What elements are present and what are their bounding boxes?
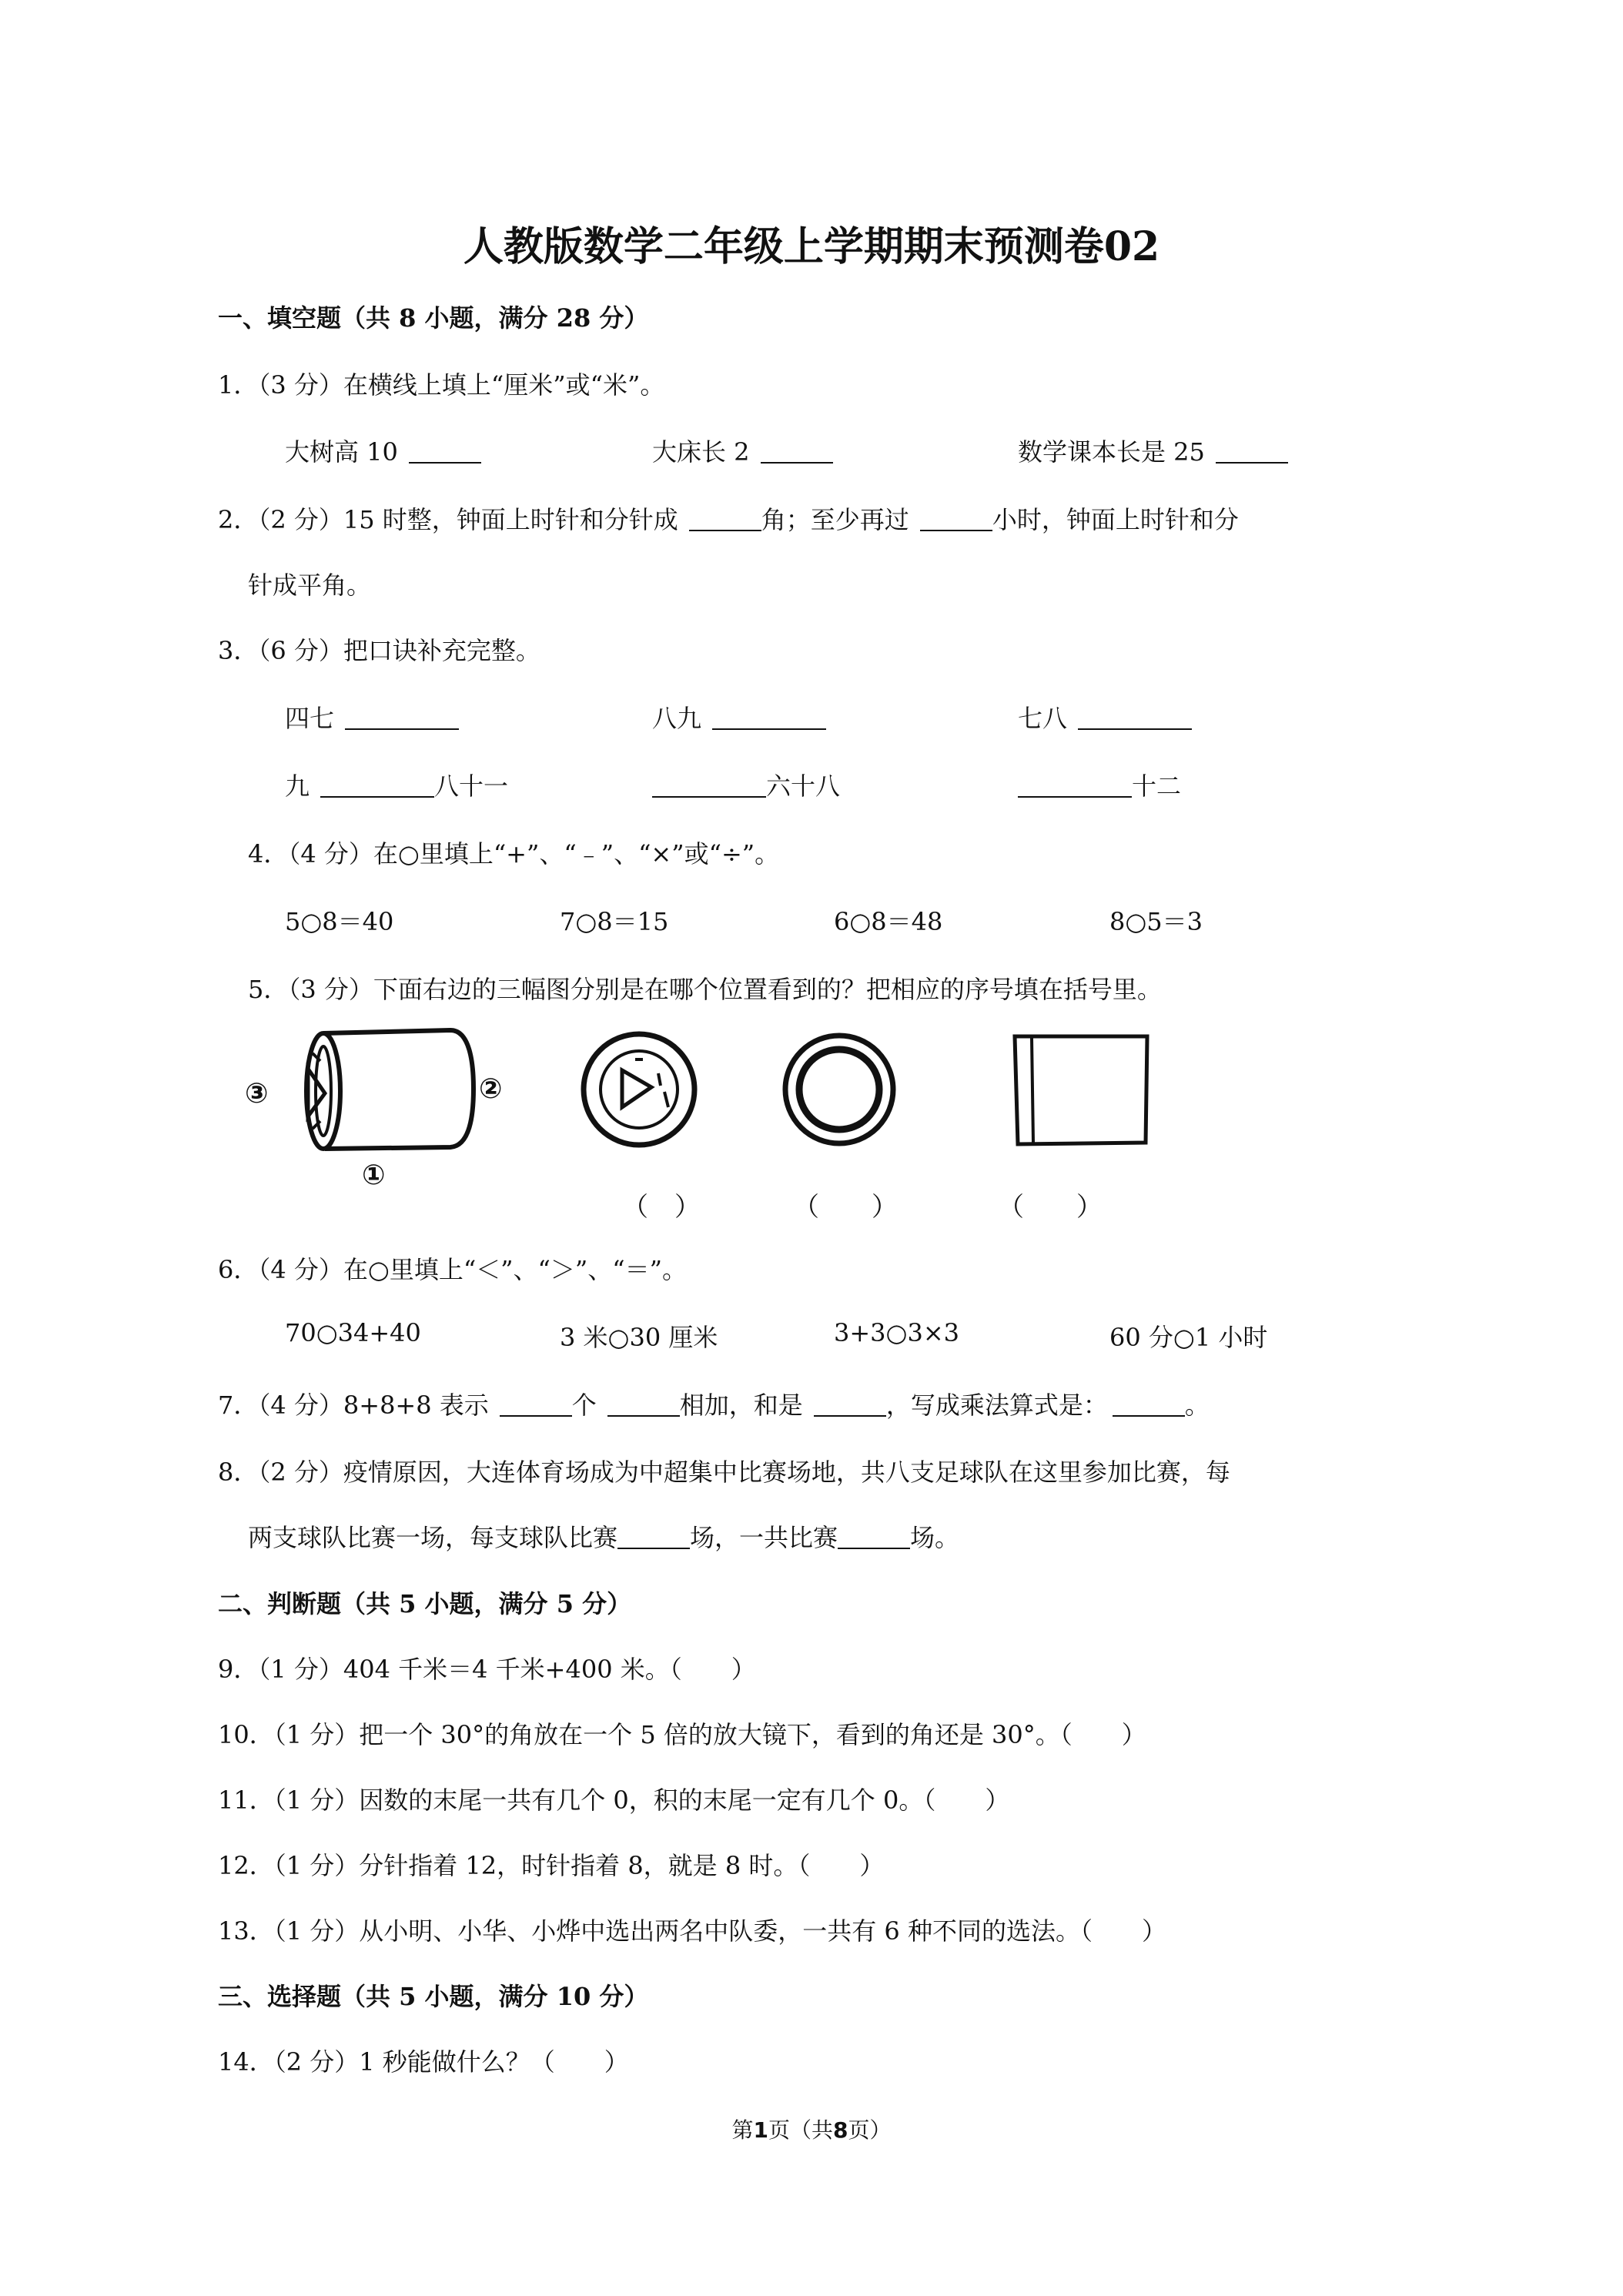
q3-row1-blank-1[interactable]: [345, 705, 459, 730]
label-2: ②: [479, 1073, 503, 1105]
q5-answer-paren-3[interactable]: （ ）: [998, 1192, 1103, 1223]
question-6-stem: 6．（4 分）在○里填上“＜”、“＞”、“＝”。: [218, 1255, 687, 1284]
q2-part-2: 角；至少再过: [761, 505, 909, 534]
q1-item-2-text: 大床长 2: [652, 437, 750, 467]
section-heading-true-false: 二、判断题（共 5 小题，满分 5 分）: [218, 1589, 632, 1618]
q5-figures: [239, 1016, 1178, 1193]
cylinder-figure: [306, 1030, 474, 1149]
section-heading-multiple-choice: 三、选择题（共 5 小题，满分 10 分）: [218, 1982, 649, 2011]
q3-row2-item-1-post: 八十一: [434, 771, 509, 801]
q1-blank-2[interactable]: [761, 439, 833, 464]
question-8-line-2: [248, 1518, 959, 1554]
q7-part-5: 。: [1184, 1391, 1210, 1420]
q6-item-4[interactable]: 60 分○1 小时: [1109, 1323, 1268, 1352]
q7-part-4: ，写成乘法算式是：: [885, 1391, 1108, 1420]
q3-row2-item-1: [285, 767, 508, 802]
q8-part-3: 场。: [910, 1523, 960, 1552]
question-13: 13．（1 分）从小明、小华、小烨中选出两名中队委，一共有 6 种不同的选法。（ ）: [218, 1916, 1166, 1946]
q7-blank-4[interactable]: [1113, 1392, 1185, 1417]
view-side-rectangle: [1015, 1036, 1147, 1144]
q3-row1-item-2-text: 八九: [652, 704, 702, 733]
q6-item-1[interactable]: 70○34+40: [285, 1318, 421, 1347]
q3-row1-item-2: [652, 699, 826, 735]
footer-pre: 第: [731, 2117, 754, 2143]
q1-item-3: [1018, 433, 1288, 468]
label-1: ①: [362, 1160, 386, 1191]
q3-row1-item-3: [1018, 699, 1192, 735]
q3-row2-blank-3[interactable]: [1018, 773, 1132, 798]
q3-row2-item-1-pre: 九: [285, 771, 310, 801]
q6-item-2[interactable]: 3 米○30 厘米: [560, 1323, 718, 1352]
q8-blank-2[interactable]: [838, 1525, 910, 1549]
question-12: 12．（1 分）分针指着 12，时针指着 8，就是 8 时。（ ）: [218, 1851, 885, 1880]
question-9: 9．（1 分）404 千米＝4 千米+400 米。（ ）: [218, 1655, 756, 1684]
q3-row2-item-2-post: 六十八: [766, 771, 841, 801]
q3-row2-blank-1[interactable]: [320, 773, 434, 798]
q1-item-2: [652, 433, 833, 468]
view-ring: [785, 1036, 893, 1143]
q1-blank-3[interactable]: [1216, 439, 1288, 464]
q5-answer-paren-2[interactable]: （ ）: [793, 1192, 898, 1223]
footer-total-pages: 8: [833, 2117, 848, 2143]
q1-blank-1[interactable]: [409, 439, 481, 464]
footer-page-number: 1: [753, 2117, 768, 2143]
q3-row2-item-2: [652, 767, 840, 802]
q7-part-2: 个: [571, 1391, 597, 1420]
q7-blank-1[interactable]: [500, 1392, 572, 1417]
q1-item-3-text: 数学课本长是 25: [1018, 437, 1205, 467]
page-footer: [0, 2114, 1623, 2144]
view-front-with-mark: [584, 1034, 694, 1145]
q4-item-2[interactable]: 7○8＝15: [560, 907, 669, 936]
footer-post: 页）: [848, 2117, 892, 2143]
q3-row2-item-3-post: 十二: [1132, 771, 1182, 801]
q4-item-4[interactable]: 8○5＝3: [1109, 907, 1203, 936]
q3-row1-blank-2[interactable]: [712, 705, 826, 730]
q1-item-1-text: 大树高 10: [285, 437, 398, 467]
q7-part-1: 7．（4 分）8+8+8 表示: [218, 1391, 489, 1420]
question-10: 10．（1 分）把一个 30°的角放在一个 5 倍的放大镜下，看到的角还是 30°。（ ）: [218, 1720, 1146, 1749]
q7-blank-3[interactable]: [814, 1392, 886, 1417]
question-11: 11．（1 分）因数的末尾一共有几个 0，积的末尾一定有几个 0。（ ）: [218, 1786, 1010, 1815]
q3-row2-blank-2[interactable]: [652, 773, 766, 798]
label-3: ③: [245, 1078, 269, 1110]
question-5-stem: 5．（3 分）下面右边的三幅图分别是在哪个位置看到的？把相应的序号填在括号里。: [248, 975, 1162, 1004]
question-14: 14．（2 分）1 秒能做什么？（ ）: [218, 2047, 629, 2077]
question-7: [218, 1386, 1210, 1421]
q3-row1-item-3-text: 七八: [1018, 704, 1068, 733]
q3-row2-item-3: [1018, 767, 1181, 802]
question-8-line-1: 8．（2 分）疫情原因，大连体育场成为中超集中比赛场地，共八支足球队在这里参加比赛，每: [218, 1458, 1230, 1487]
footer-mid: 页（共: [768, 2117, 833, 2143]
question-3-stem: 3．（6 分）把口诀补充完整。: [218, 636, 540, 665]
q3-row1-item-1: [285, 699, 459, 735]
question-1-stem: 1．（3 分）在横线上填上“厘米”或“米”。: [218, 370, 665, 400]
q7-part-3: 相加，和是: [679, 1391, 803, 1420]
q2-blank-2[interactable]: [920, 507, 992, 531]
q8-blank-1[interactable]: [617, 1525, 690, 1549]
q8-part-2: 场，一共比赛: [690, 1523, 838, 1552]
q5-answer-paren-1[interactable]: （ ）: [622, 1192, 701, 1223]
question-4-stem: 4．（4 分）在○里填上“+”、“﹣”、“×”或“÷”。: [248, 839, 780, 869]
q3-row1-item-1-text: 四七: [285, 704, 335, 733]
q6-item-3[interactable]: 3+3○3×3: [834, 1318, 959, 1347]
q2-blank-1[interactable]: [689, 507, 761, 531]
q3-row1-blank-3[interactable]: [1078, 705, 1192, 730]
q8-part-1: 两支球队比赛一场，每支球队比赛: [248, 1523, 618, 1552]
q7-blank-2[interactable]: [607, 1392, 680, 1417]
section-heading-fill-in: 一、填空题（共 8 小题，满分 28 分）: [218, 303, 649, 333]
q4-item-1[interactable]: 5○8＝40: [285, 907, 394, 936]
q4-item-3[interactable]: 6○8＝48: [834, 907, 943, 936]
q2-part-1: 2．（2 分）15 时整，钟面上时针和分针成: [218, 505, 678, 534]
q2-part-3: 小时，钟面上时针和分: [992, 505, 1239, 534]
question-2-line-2: 针成平角。: [248, 571, 372, 600]
page-title: 人教版数学二年级上学期期末预测卷02: [463, 223, 1160, 270]
question-2-line-1: [218, 500, 1239, 536]
q1-item-1: [285, 433, 481, 468]
